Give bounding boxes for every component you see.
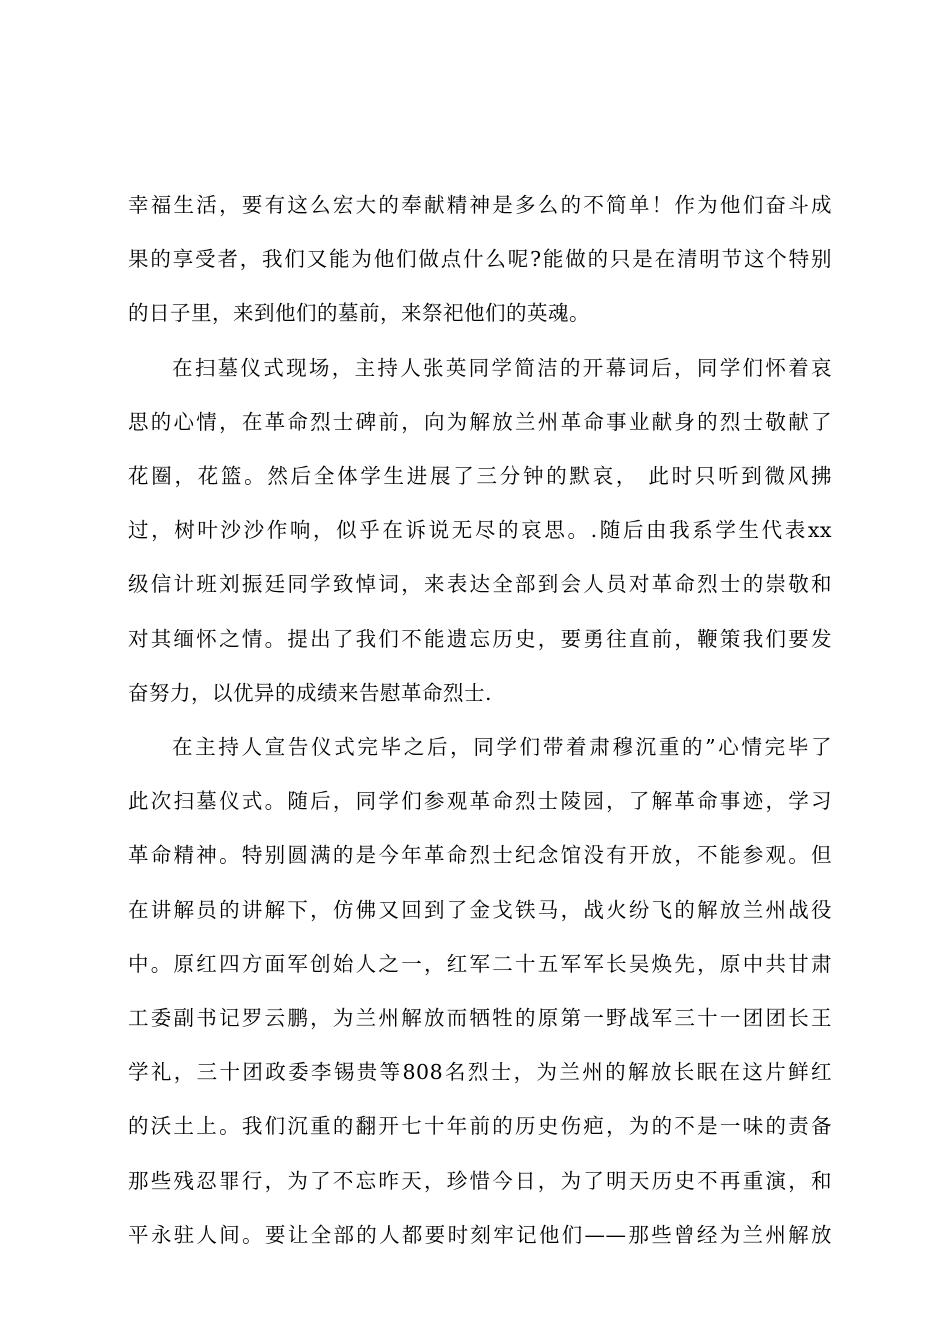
text-line: 此次扫墓仪式。随后，同学们参观革命烈士陵园，了解革命事迹，学习 [128,789,832,814]
text-line: 在讲解员的讲解下，仿佛又回到了金戈铁马，战火纷飞的解放兰州战役 [128,897,832,922]
text-line: 过，树叶沙沙作响，似乎在诉说无尽的哀思。.随后由我系学生代表xx [128,518,832,543]
text-line: 的日子里，来到他们的墓前，来祭祀他们的英魂。 [128,301,590,326]
paragraph-1 [128,178,832,341]
text-line: 果的享受者，我们又能为他们做点什么呢?能做的只是在清明节这个特别 [128,247,832,272]
text-line: 级信计班刘振廷同学致悼词，来表达全部到会人员对革命烈士的崇敬和 [128,572,832,597]
text-line: 中。原红四方面军创始人之一，红军二十五军军长吴焕先，原中共甘肃 [128,951,832,976]
paragraph-2 [128,341,832,720]
text-line: 幸福生活，要有这么宏大的奉献精神是多么的不简单！作为他们奋斗成 [128,193,832,217]
text-line: 思的心情，在革命烈士碑前，向为解放兰州革命事业献身的烈士敬献了 [128,409,832,434]
paragraph-3 [128,720,832,1262]
text-line: 对其缅怀之情。提出了我们不能遗忘历史，要勇往直前，鞭策我们要发 [128,626,832,651]
document-body [128,178,832,1262]
text-line: 在主持人宣告仪式完毕之后，同学们带着肃穆沉重的”心情完毕了 [172,735,832,760]
text-line: 奋努力，以优异的成绩来告慰革命烈士. [128,680,493,705]
text-line: 花圈，花篮。然后全体学生进展了三分钟的默哀， 此时只听到微风拂 [128,464,832,489]
text-line: 学礼，三十团政委李锡贵等808名烈士，为兰州的解放长眠在这片鲜红 [128,1060,832,1085]
text-line: 工委副书记罗云鹏，为兰州解放而牺牲的原第一野战军三十一团团长王 [128,1006,832,1031]
text-line: 的沃土上。我们沉重的翻开七十年前的历史伤疤，为的不是一味的责备 [128,1114,832,1139]
text-line: 平永驻人间。要让全部的人都要时刻牢记他们——那些曾经为兰州解放 [128,1222,832,1247]
text-line: 那些残忍罪行，为了不忘昨天，珍惜今日，为了明天历史不再重演，和 [128,1168,832,1193]
text-line: 在扫墓仪式现场，主持人张英同学简洁的开幕词后，同学们怀着哀 [172,355,832,380]
text-line: 革命精神。特别圆满的是今年革命烈士纪念馆没有开放，不能参观。但 [128,843,832,868]
